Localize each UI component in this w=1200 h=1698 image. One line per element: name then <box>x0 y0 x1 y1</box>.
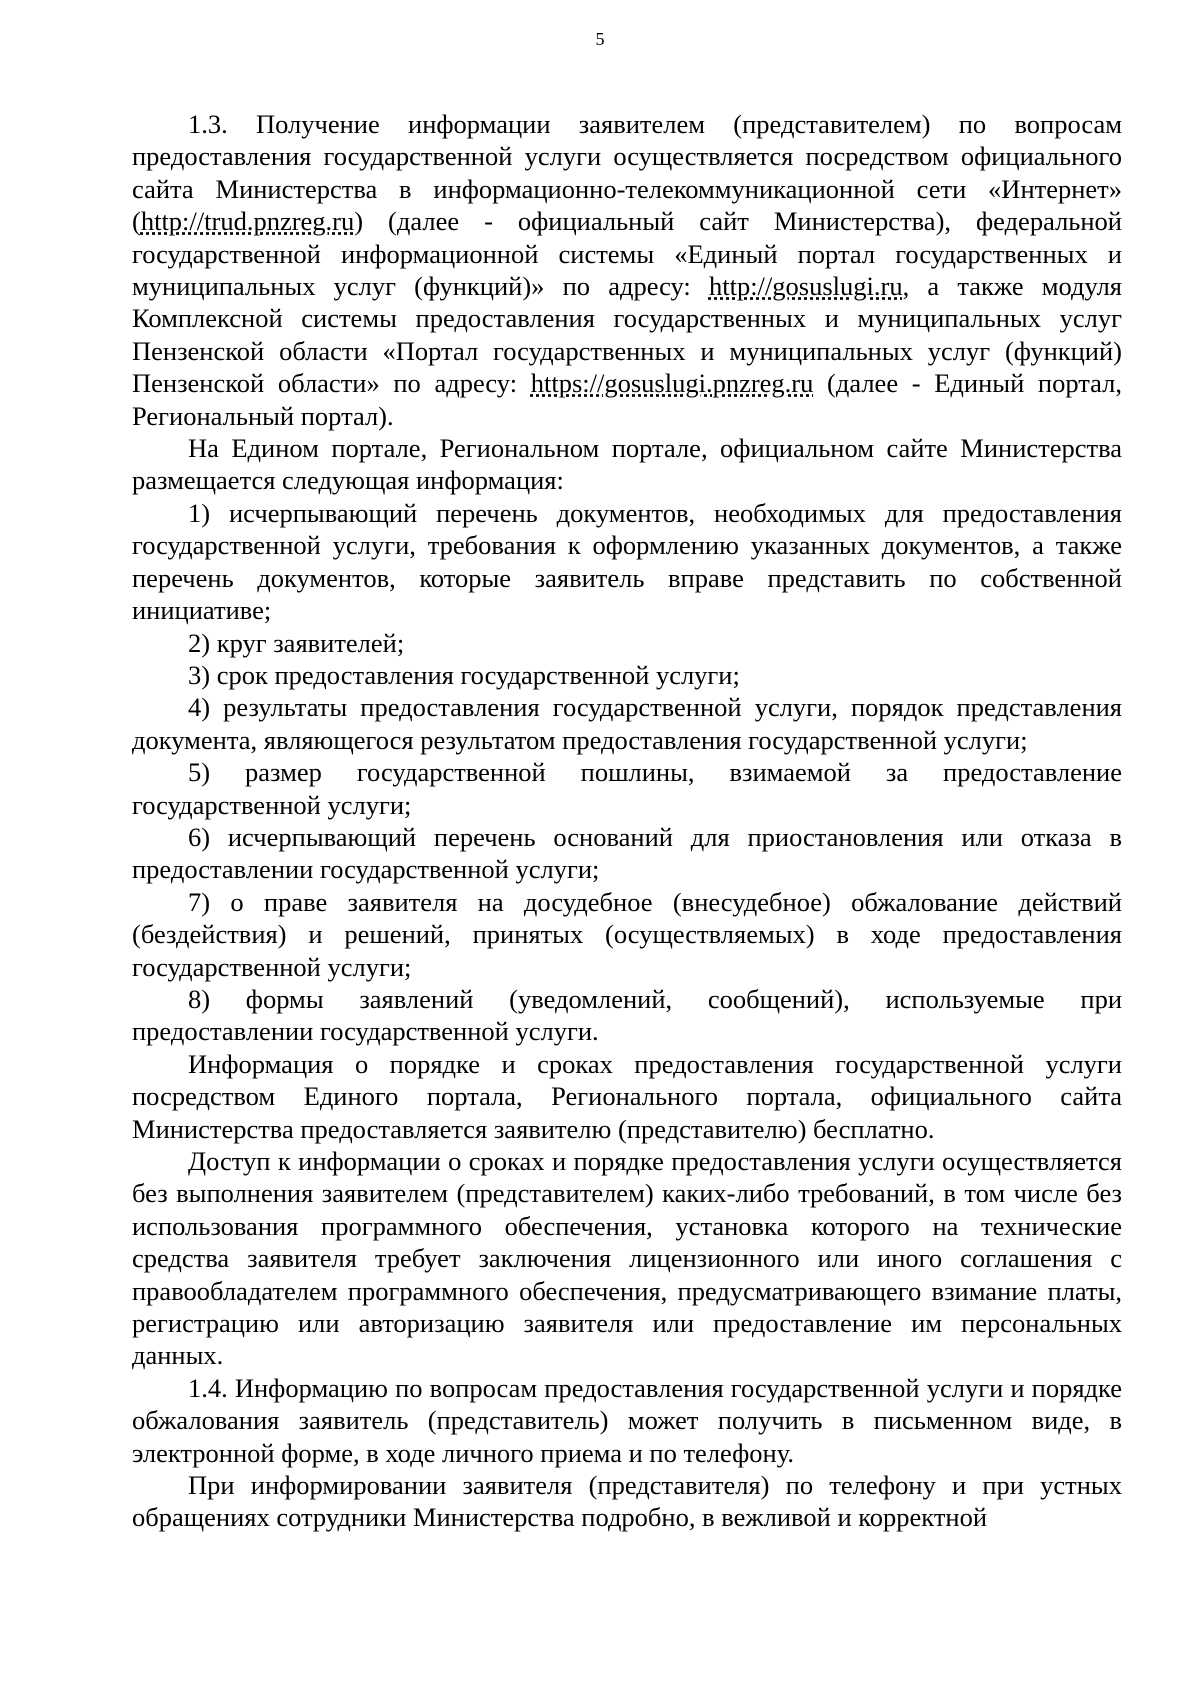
paragraph-access: Доступ к информации о сроках и порядке предоставления услуги осуществляется без выполнения заявителем (представителем) каких-либо требований, в том числе без использования программного обеспечения, установка которого на технические средства заявителя требует заключения лицензионного или иного соглашения с правообладателем программного обеспечения, предусматривающего взимание платы, регистрацию или авторизацию заявителя или предоставление им персональных данных. <box>132 1146 1122 1371</box>
link-trud-pnzreg[interactable]: http://trud.pnzreg.ru <box>140 206 355 237</box>
list-item: 3) срок предоставления государственной услуги; <box>188 659 740 690</box>
link-gosuslugi[interactable]: http://gosuslugi.ru <box>708 271 903 302</box>
page-number: 5 <box>595 29 605 49</box>
list-item: 8) формы заявлений (уведомлений, сообщений), используемые при предоставлении государственной услуги. <box>132 983 1122 1047</box>
paragraph-phone-info: При информировании заявителя (представителя) по телефону и при устных обращениях сотрудники Министерства подробно, в вежливой и корректной <box>132 1470 1122 1533</box>
paragraph-1-4: 1.4. Информацию по вопросам предоставления государственной услуги и порядке обжалования заявитель (представитель) может получить в письменном виде, в электронной форме, в ходе личного приема и по телефону. <box>132 1372 1122 1468</box>
paragraph-1-3 <box>132 108 1122 432</box>
list-item: 5) размер государственной пошлины, взимаемой за предоставление государственной услуги; <box>132 757 1122 820</box>
list-item: 1) исчерпывающий перечень документов, необходимых для предоставления государственной услуги, требования к оформлению указанных документов, а также перечень документов, которые заявитель вправе представить по собственной инициативе; <box>132 497 1122 626</box>
list-item: 4) результаты предоставления государственной услуги, порядок представления документа, являющегося результатом предоставления государственной услуги; <box>132 692 1122 755</box>
paragraph-portal-info: На Едином портале, Региональном портале, официальном сайте Министерства размещается следующая информация: <box>132 433 1122 496</box>
paragraph-text: ) (далее - официальный сайт Министерства), федеральной государственной информационной системы «Единый портал государственных и муниципальных услуг (функций)» по адресу: <box>132 206 1122 302</box>
list-item: 6) исчерпывающий перечень оснований для приостановления или отказа в предоставлении государственной услуги; <box>132 821 1122 885</box>
list-item: 2) круг заявителей; <box>188 627 405 658</box>
paragraph-text: (далее - Единый портал, Региональный портал). <box>132 368 1122 431</box>
list-item: 7) о праве заявителя на досудебное (внесудебное) обжалование действий (бездействия) и решений, принятых (осуществляемых) в ходе предоставления государственной услуги; <box>132 886 1122 982</box>
paragraph-text: 1.3. Получение информации заявителем (представителем) по вопросам предоставления государственной услуги осуществляется посредством официального сайта Министерства в информационно-телекоммуникационной сети «Интернет» ( <box>132 109 1122 237</box>
paragraph-text: , а также модуля Комплексной системы предоставления государственных и муниципальных услуг Пензенской области «Портал государственных и муниципальных услуг (функций) Пензенской области» по адресу: <box>132 271 1122 399</box>
paragraph-free-info: Информация о порядке и сроках предоставления государственной услуги посредством Единого портала, Регионального портала, официального сайта Министерства предоставляется заявителю (представителю) бесплатно. <box>132 1048 1122 1144</box>
document-body <box>132 108 1122 1534</box>
link-gosuslugi-pnzreg[interactable]: https://gosuslugi.pnzreg.ru <box>530 368 814 399</box>
